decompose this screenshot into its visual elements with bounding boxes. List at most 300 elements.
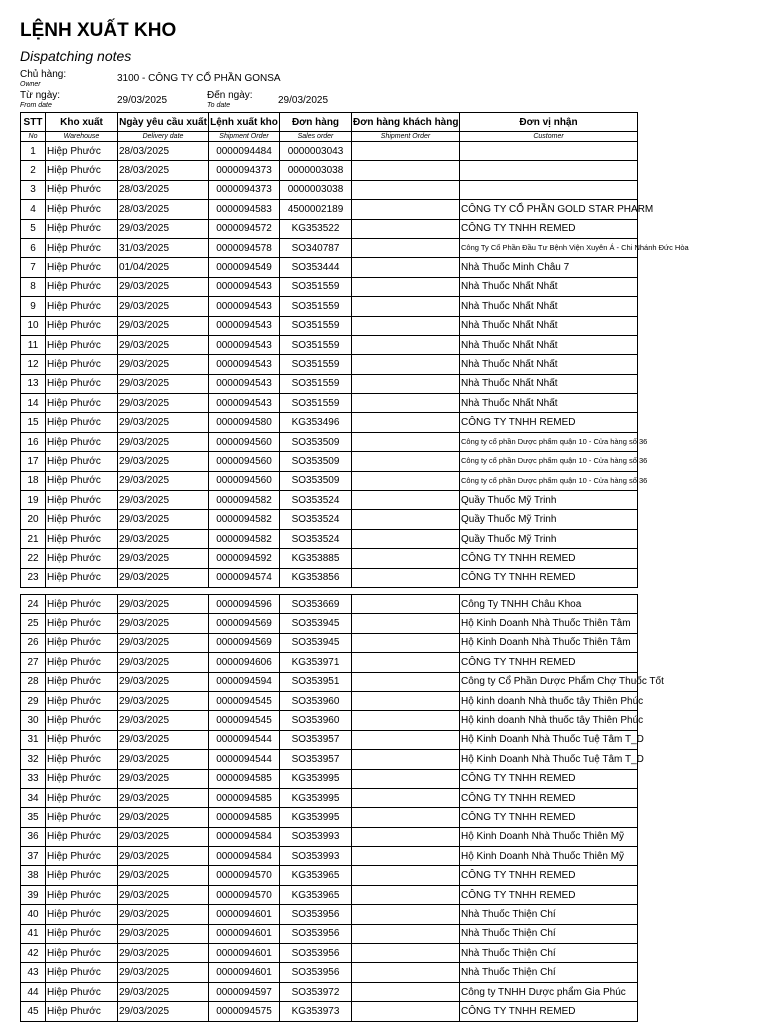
dispatch-table-page-1 — [20, 112, 689, 588]
shipment-order-cell: 0000094601 — [209, 905, 280, 924]
warehouse-cell: Hiệp Phước — [46, 924, 118, 943]
sales-order-cell: KG353522 — [280, 219, 352, 238]
table-row — [21, 808, 638, 827]
row-number: 4 — [21, 200, 46, 219]
warehouse-cell: Hiệp Phước — [46, 711, 118, 730]
table-row — [21, 258, 638, 277]
customer-cell: Nhà Thuốc Nhất Nhất — [460, 297, 638, 316]
customer-cell: Công Ty TNHH Châu Khoa — [460, 595, 638, 614]
sales-order-cell: SO353945 — [280, 633, 352, 652]
shipment-order-cell: 0000094545 — [209, 711, 280, 730]
column-header-customer: Đơn vị nhận — [460, 113, 638, 132]
to-date-value: 29/03/2025 — [278, 95, 329, 106]
row-number: 8 — [21, 277, 46, 296]
row-number: 5 — [21, 219, 46, 238]
customer-order-cell — [352, 750, 460, 769]
warehouse-cell: Hiệp Phước — [46, 672, 118, 691]
customer-order-cell — [352, 142, 460, 161]
shipment-order-cell: 0000094584 — [209, 847, 280, 866]
sales-order-cell: SO353956 — [280, 944, 352, 963]
warehouse-cell: Hiệp Phước — [46, 905, 118, 924]
warehouse-cell: Hiệp Phước — [46, 549, 118, 568]
warehouse-cell: Hiệp Phước — [46, 510, 118, 529]
customer-cell: Nhà Thuốc Thiện Chí — [460, 905, 638, 924]
customer-order-cell — [352, 394, 460, 413]
table-row — [21, 452, 638, 471]
table-row — [21, 335, 638, 354]
row-number: 40 — [21, 905, 46, 924]
shipment-order-cell: 0000094580 — [209, 413, 280, 432]
warehouse-cell: Hiệp Phước — [46, 161, 118, 180]
customer-cell: Nhà Thuốc Nhất Nhất — [460, 277, 638, 296]
shipment-order-cell: 0000094549 — [209, 258, 280, 277]
customer-order-cell — [352, 180, 460, 199]
sales-order-cell: SO351559 — [280, 335, 352, 354]
sales-order-cell: KG353995 — [280, 788, 352, 807]
table-row — [21, 491, 638, 510]
dispatch-table-page-2 — [20, 594, 664, 1022]
table-row — [21, 691, 638, 710]
delivery-date-cell: 29/03/2025 — [118, 905, 209, 924]
sales-order-cell: SO351559 — [280, 277, 352, 296]
column-subheader-stt: No — [21, 132, 46, 142]
customer-cell: CÔNG TY TNHH REMED — [460, 808, 638, 827]
row-number: 43 — [21, 963, 46, 982]
warehouse-cell: Hiệp Phước — [46, 653, 118, 672]
delivery-date-cell: 29/03/2025 — [118, 471, 209, 490]
customer-order-cell — [352, 963, 460, 982]
warehouse-cell: Hiệp Phước — [46, 297, 118, 316]
sales-order-cell: KG353965 — [280, 885, 352, 904]
delivery-date-cell: 29/03/2025 — [118, 672, 209, 691]
shipment-order-cell: 0000094601 — [209, 944, 280, 963]
customer-cell: Công ty cổ phần Dược phẩm quận 10 - Cửa hàng số 36 — [460, 471, 638, 490]
sales-order-cell: SO353993 — [280, 847, 352, 866]
table-row — [21, 374, 638, 393]
customer-order-cell — [352, 982, 460, 1001]
shipment-order-cell: 0000094606 — [209, 653, 280, 672]
sales-order-cell: SO351559 — [280, 374, 352, 393]
warehouse-cell: Hiệp Phước — [46, 394, 118, 413]
shipment-order-cell: 0000094601 — [209, 963, 280, 982]
customer-order-cell — [352, 885, 460, 904]
table-row — [21, 614, 638, 633]
delivery-date-cell: 29/03/2025 — [118, 1002, 209, 1021]
customer-order-cell — [352, 277, 460, 296]
table-row — [21, 653, 638, 672]
sales-order-cell: KG353856 — [280, 568, 352, 587]
shipment-order-cell: 0000094578 — [209, 238, 280, 257]
warehouse-cell: Hiệp Phước — [46, 180, 118, 199]
row-number: 33 — [21, 769, 46, 788]
customer-order-cell — [352, 944, 460, 963]
delivery-date-cell: 29/03/2025 — [118, 827, 209, 846]
customer-cell: Công ty Cổ Phần Dược Phẩm Chợ Thuốc Tốt — [460, 672, 638, 691]
table-row — [21, 924, 638, 943]
column-subheader-sales-order: Sales order — [280, 132, 352, 142]
shipment-order-cell: 0000094597 — [209, 982, 280, 1001]
shipment-order-cell: 0000094543 — [209, 394, 280, 413]
customer-order-cell — [352, 432, 460, 451]
warehouse-cell: Hiệp Phước — [46, 982, 118, 1001]
owner-label: Chủ hàng: — [20, 69, 67, 80]
warehouse-cell: Hiệp Phước — [46, 944, 118, 963]
customer-cell: Nhà Thuốc Thiện Chí — [460, 944, 638, 963]
sales-order-cell: SO353509 — [280, 471, 352, 490]
table-row — [21, 944, 638, 963]
column-header-sales-order: Đơn hàng — [280, 113, 352, 132]
column-header-delivery-date: Ngày yêu cầu xuất — [118, 113, 209, 132]
customer-order-cell — [352, 614, 460, 633]
delivery-date-cell: 29/03/2025 — [118, 452, 209, 471]
warehouse-cell: Hiệp Phước — [46, 355, 118, 374]
customer-cell: CÔNG TY TNHH REMED — [460, 769, 638, 788]
delivery-date-cell: 29/03/2025 — [118, 885, 209, 904]
table-row — [21, 595, 638, 614]
delivery-date-cell: 01/04/2025 — [118, 258, 209, 277]
sales-order-cell: KG353885 — [280, 549, 352, 568]
row-number: 45 — [21, 1002, 46, 1021]
table-body-2 — [21, 595, 664, 1022]
shipment-order-cell: 0000094584 — [209, 827, 280, 846]
row-number: 42 — [21, 944, 46, 963]
table-body-1 — [21, 142, 689, 588]
customer-order-cell — [352, 335, 460, 354]
to-date-label: Đến ngày: — [207, 90, 253, 101]
customer-cell: Nhà Thuốc Minh Châu 7 — [460, 258, 638, 277]
table-row — [21, 847, 638, 866]
customer-cell: CÔNG TY TNHH REMED — [460, 866, 638, 885]
sales-order-cell: KG353496 — [280, 413, 352, 432]
customer-order-cell — [352, 161, 460, 180]
customer-order-cell — [352, 510, 460, 529]
row-number: 38 — [21, 866, 46, 885]
from-date-value: 29/03/2025 — [117, 95, 168, 106]
delivery-date-cell: 29/03/2025 — [118, 944, 209, 963]
row-number: 3 — [21, 180, 46, 199]
customer-order-cell — [352, 711, 460, 730]
warehouse-cell: Hiệp Phước — [46, 691, 118, 710]
row-number: 36 — [21, 827, 46, 846]
customer-cell: Quầy Thuốc Mỹ Trinh — [460, 510, 638, 529]
customer-order-cell — [352, 847, 460, 866]
shipment-order-cell: 0000094574 — [209, 568, 280, 587]
customer-order-cell — [352, 452, 460, 471]
customer-order-cell — [352, 374, 460, 393]
page-subtitle: Dispatching notes — [20, 48, 132, 64]
delivery-date-cell: 29/03/2025 — [118, 614, 209, 633]
delivery-date-cell: 28/03/2025 — [118, 161, 209, 180]
delivery-date-cell: 29/03/2025 — [118, 633, 209, 652]
delivery-date-cell: 29/03/2025 — [118, 982, 209, 1001]
table-row — [21, 394, 638, 413]
customer-cell: Nhà Thuốc Nhất Nhất — [460, 374, 638, 393]
shipment-order-cell: 0000094560 — [209, 432, 280, 451]
sales-order-cell: SO353993 — [280, 827, 352, 846]
customer-order-cell — [352, 595, 460, 614]
warehouse-cell: Hiệp Phước — [46, 491, 118, 510]
sales-order-cell: SO351559 — [280, 316, 352, 335]
warehouse-cell: Hiệp Phước — [46, 788, 118, 807]
customer-order-cell — [352, 355, 460, 374]
row-number: 23 — [21, 568, 46, 587]
row-number: 28 — [21, 672, 46, 691]
shipment-order-cell: 0000094560 — [209, 471, 280, 490]
row-number: 27 — [21, 653, 46, 672]
shipment-order-cell: 0000094585 — [209, 788, 280, 807]
table-row — [21, 905, 638, 924]
warehouse-cell: Hiệp Phước — [46, 769, 118, 788]
column-header-customer-order: Đơn hàng khách hàng — [352, 113, 460, 132]
customer-cell: CÔNG TY TNHH REMED — [460, 1002, 638, 1021]
sales-order-cell: SO353956 — [280, 924, 352, 943]
customer-cell: CÔNG TY TNHH REMED — [460, 549, 638, 568]
table-row — [21, 529, 638, 548]
customer-cell: CÔNG TY CỔ PHẦN GOLD STAR PHARM — [460, 200, 638, 219]
shipment-order-cell: 0000094544 — [209, 750, 280, 769]
shipment-order-cell: 0000094543 — [209, 297, 280, 316]
shipment-order-cell: 0000094594 — [209, 672, 280, 691]
customer-order-cell — [352, 827, 460, 846]
delivery-date-cell: 29/03/2025 — [118, 297, 209, 316]
shipment-order-cell: 0000094582 — [209, 529, 280, 548]
sales-order-cell: SO353951 — [280, 672, 352, 691]
sales-order-cell: SO353669 — [280, 595, 352, 614]
sales-order-cell: SO353945 — [280, 614, 352, 633]
column-subheader-delivery-date: Delivery date — [118, 132, 209, 142]
row-number: 39 — [21, 885, 46, 904]
customer-order-cell — [352, 691, 460, 710]
delivery-date-cell: 29/03/2025 — [118, 769, 209, 788]
delivery-date-cell: 29/03/2025 — [118, 374, 209, 393]
table-row — [21, 180, 638, 199]
customer-cell: Công ty cổ phần Dược phẩm quận 10 - Cửa hàng số 36 — [460, 452, 638, 471]
customer-order-cell — [352, 491, 460, 510]
warehouse-cell: Hiệp Phước — [46, 316, 118, 335]
sales-order-cell: KG353995 — [280, 769, 352, 788]
customer-cell: Nhà Thuốc Nhất Nhất — [460, 335, 638, 354]
row-number: 35 — [21, 808, 46, 827]
shipment-order-cell: 0000094596 — [209, 595, 280, 614]
customer-cell: Công ty cổ phần Dược phẩm quận 10 - Cửa hàng số 36 — [460, 432, 638, 451]
table-row — [21, 238, 638, 257]
sales-order-cell: SO353956 — [280, 963, 352, 982]
shipment-order-cell: 0000094575 — [209, 1002, 280, 1021]
table-row — [21, 1002, 638, 1021]
warehouse-cell: Hiệp Phước — [46, 142, 118, 161]
warehouse-cell: Hiệp Phước — [46, 827, 118, 846]
customer-order-cell — [352, 633, 460, 652]
warehouse-cell: Hiệp Phước — [46, 258, 118, 277]
delivery-date-cell: 28/03/2025 — [118, 142, 209, 161]
sales-order-cell: 0000003038 — [280, 180, 352, 199]
column-subheader-shipment-order: Shipment Order — [209, 132, 280, 142]
delivery-date-cell: 29/03/2025 — [118, 491, 209, 510]
row-number: 25 — [21, 614, 46, 633]
warehouse-cell: Hiệp Phước — [46, 238, 118, 257]
row-number: 24 — [21, 595, 46, 614]
table-row — [21, 355, 638, 374]
customer-order-cell — [352, 788, 460, 807]
row-number: 11 — [21, 335, 46, 354]
customer-cell: Nhà Thuốc Nhất Nhất — [460, 394, 638, 413]
delivery-date-cell: 29/03/2025 — [118, 529, 209, 548]
customer-cell: CÔNG TY TNHH REMED — [460, 413, 638, 432]
table-row — [21, 316, 638, 335]
sales-order-cell: SO351559 — [280, 355, 352, 374]
table-row — [21, 277, 638, 296]
table-row — [21, 730, 638, 749]
warehouse-cell: Hiệp Phước — [46, 730, 118, 749]
customer-order-cell — [352, 238, 460, 257]
shipment-order-cell: 0000094544 — [209, 730, 280, 749]
delivery-date-cell: 29/03/2025 — [118, 355, 209, 374]
delivery-date-cell: 28/03/2025 — [118, 180, 209, 199]
customer-cell: Hộ Kinh Doanh Nhà Thuốc Thiên Mỹ — [460, 827, 638, 846]
delivery-date-cell: 29/03/2025 — [118, 432, 209, 451]
customer-order-cell — [352, 769, 460, 788]
row-number: 29 — [21, 691, 46, 710]
row-number: 12 — [21, 355, 46, 374]
customer-order-cell — [352, 549, 460, 568]
customer-order-cell — [352, 258, 460, 277]
table-row — [21, 633, 638, 652]
delivery-date-cell: 29/03/2025 — [118, 394, 209, 413]
customer-order-cell — [352, 730, 460, 749]
customer-cell: Hộ kinh doanh Nhà thuốc tây Thiên Phúc — [460, 711, 638, 730]
delivery-date-cell: 29/03/2025 — [118, 653, 209, 672]
table-row — [21, 788, 638, 807]
customer-order-cell — [352, 219, 460, 238]
delivery-date-cell: 29/03/2025 — [118, 750, 209, 769]
shipment-order-cell: 0000094572 — [209, 219, 280, 238]
sales-order-cell: SO353956 — [280, 905, 352, 924]
row-number: 1 — [21, 142, 46, 161]
customer-cell: Hộ kinh doanh Nhà thuốc tây Thiên Phúc — [460, 691, 638, 710]
sales-order-cell: SO351559 — [280, 394, 352, 413]
table-row — [21, 200, 638, 219]
row-number: 32 — [21, 750, 46, 769]
customer-cell: Nhà Thuốc Thiện Chí — [460, 924, 638, 943]
delivery-date-cell: 29/03/2025 — [118, 595, 209, 614]
table-row — [21, 982, 638, 1001]
table-row — [21, 769, 638, 788]
shipment-order-cell: 0000094592 — [209, 549, 280, 568]
sales-order-cell: SO353524 — [280, 491, 352, 510]
delivery-date-cell: 29/03/2025 — [118, 808, 209, 827]
sales-order-cell: 0000003038 — [280, 161, 352, 180]
sales-order-cell: SO353957 — [280, 730, 352, 749]
warehouse-cell: Hiệp Phước — [46, 633, 118, 652]
shipment-order-cell: 0000094373 — [209, 180, 280, 199]
table-row — [21, 297, 638, 316]
customer-order-cell — [352, 471, 460, 490]
shipment-order-cell: 0000094543 — [209, 374, 280, 393]
warehouse-cell: Hiệp Phước — [46, 432, 118, 451]
delivery-date-cell: 29/03/2025 — [118, 711, 209, 730]
sales-order-cell: KG353965 — [280, 866, 352, 885]
row-number: 13 — [21, 374, 46, 393]
shipment-order-cell: 0000094543 — [209, 355, 280, 374]
sales-order-cell: SO353509 — [280, 452, 352, 471]
warehouse-cell: Hiệp Phước — [46, 866, 118, 885]
table-row — [21, 827, 638, 846]
owner-sublabel: Owner — [20, 81, 41, 88]
delivery-date-cell: 29/03/2025 — [118, 568, 209, 587]
delivery-date-cell: 29/03/2025 — [118, 788, 209, 807]
delivery-date-cell: 29/03/2025 — [118, 691, 209, 710]
warehouse-cell: Hiệp Phước — [46, 595, 118, 614]
sales-order-cell: SO353444 — [280, 258, 352, 277]
customer-order-cell — [352, 905, 460, 924]
customer-order-cell — [352, 808, 460, 827]
customer-cell: Công Ty Cổ Phần Đầu Tư Bệnh Viện Xuyên Á - Chi Nhánh Đức Hòa — [460, 238, 638, 257]
shipment-order-cell: 0000094601 — [209, 924, 280, 943]
warehouse-cell: Hiệp Phước — [46, 885, 118, 904]
row-number: 20 — [21, 510, 46, 529]
row-number: 30 — [21, 711, 46, 730]
customer-cell — [460, 161, 638, 180]
warehouse-cell: Hiệp Phước — [46, 529, 118, 548]
table-row — [21, 549, 638, 568]
shipment-order-cell: 0000094569 — [209, 614, 280, 633]
shipment-order-cell: 0000094569 — [209, 633, 280, 652]
table-row — [21, 711, 638, 730]
sales-order-cell: SO340787 — [280, 238, 352, 257]
row-number: 17 — [21, 452, 46, 471]
page-title: LỆNH XUẤT KHO — [20, 20, 177, 41]
table-row — [21, 866, 638, 885]
warehouse-cell: Hiệp Phước — [46, 200, 118, 219]
warehouse-cell: Hiệp Phước — [46, 374, 118, 393]
customer-order-cell — [352, 529, 460, 548]
row-number: 37 — [21, 847, 46, 866]
table-row — [21, 432, 638, 451]
customer-order-cell — [352, 924, 460, 943]
table-row — [21, 219, 638, 238]
from-date-sublabel: From date — [20, 102, 52, 109]
delivery-date-cell: 29/03/2025 — [118, 963, 209, 982]
row-number: 22 — [21, 549, 46, 568]
sales-order-cell: KG353995 — [280, 808, 352, 827]
shipment-order-cell: 0000094560 — [209, 452, 280, 471]
sales-order-cell: SO353960 — [280, 691, 352, 710]
row-number: 19 — [21, 491, 46, 510]
customer-order-cell — [352, 653, 460, 672]
shipment-order-cell: 0000094583 — [209, 200, 280, 219]
warehouse-cell: Hiệp Phước — [46, 277, 118, 296]
customer-order-cell — [352, 413, 460, 432]
table-row — [21, 142, 638, 161]
warehouse-cell: Hiệp Phước — [46, 452, 118, 471]
customer-order-cell — [352, 1002, 460, 1021]
column-header-shipment-order: Lệnh xuất kho — [209, 113, 280, 132]
delivery-date-cell: 29/03/2025 — [118, 549, 209, 568]
row-number: 31 — [21, 730, 46, 749]
warehouse-cell: Hiệp Phước — [46, 847, 118, 866]
table-row — [21, 568, 638, 587]
warehouse-cell: Hiệp Phước — [46, 963, 118, 982]
shipment-order-cell: 0000094570 — [209, 866, 280, 885]
table-row — [21, 750, 638, 769]
customer-cell: Hộ Kinh Doanh Nhà Thuốc Tuệ Tâm T_D — [460, 750, 638, 769]
delivery-date-cell: 29/03/2025 — [118, 510, 209, 529]
shipment-order-cell: 0000094585 — [209, 808, 280, 827]
shipment-order-cell: 0000094543 — [209, 335, 280, 354]
row-number: 7 — [21, 258, 46, 277]
sales-order-cell: SO353972 — [280, 982, 352, 1001]
owner-value: 3100 - CÔNG TY CỔ PHẦN GONSA — [117, 73, 281, 84]
